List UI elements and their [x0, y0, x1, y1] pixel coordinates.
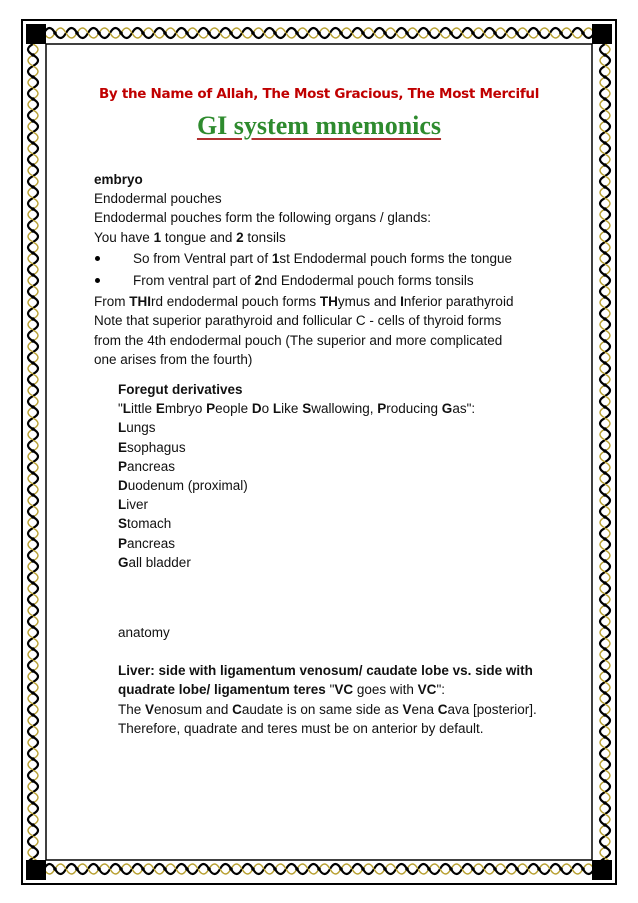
- foregut-section: [118, 380, 475, 572]
- foregut-mnemonic: "Little Embryo People Do Like Swallowing, Producing Gas":: [118, 401, 476, 417]
- foregut-list-item: Gall bladder: [118, 554, 191, 570]
- foregut-heading: Foregut derivatives: [118, 382, 243, 397]
- foregut-list-item: Esophagus: [118, 439, 186, 455]
- foregut-list-item: Liver: [118, 497, 149, 513]
- foregut-list-item: Pancreas: [118, 535, 176, 551]
- page-title: GI system mnemonics: [196, 111, 442, 140]
- venosum-line: The Venosum and Caudate is on same side as Vena Cava [posterior].: [118, 701, 537, 717]
- foregut-list-item: Duodenum (proximal): [118, 478, 248, 494]
- embryo-section: [94, 170, 513, 369]
- bullet-item: So from Ventral part of 1st Endodermal pouch forms the tongue: [94, 249, 513, 268]
- third-pouch-line: From THIrd endodermal pouch forms THymus and Inferior parathyroid: [94, 294, 514, 310]
- tongue-tonsil-line: You have 1 tongue and 2 tonsils: [94, 229, 286, 245]
- liver-rule-line-2: quadrate lobe/ ligamentum teres "VC goes with VC":: [118, 682, 445, 698]
- foregut-list-item: Stomach: [118, 516, 172, 532]
- note-line: Note that superior parathyroid and follicular C - cells of thyroid forms: [94, 313, 502, 329]
- embryo-heading: embryo: [94, 172, 143, 187]
- conclusion-line: Therefore, quadrate and teres must be on anterior by default.: [118, 720, 484, 736]
- note-line: from the 4th endodermal pouch (The superior and more complicated: [94, 332, 503, 348]
- note-line: one arises from the fourth): [94, 351, 253, 367]
- anatomy-heading: anatomy: [118, 625, 170, 640]
- liver-rule-line: Liver: side with ligamentum venosum/ caudate lobe vs. side with: [118, 663, 533, 679]
- basmala-heading: By the Name of Allah, The Most Gracious, The Most Merciful: [98, 86, 540, 102]
- foregut-list-item: Lungs: [118, 420, 156, 436]
- embryo-line: Endodermal pouches form the following organs / glands:: [94, 210, 431, 226]
- foregut-list: [118, 418, 475, 572]
- embryo-line: Endodermal pouches: [94, 191, 222, 207]
- bullet-item: From ventral part of 2nd Endodermal pouch forms tonsils: [94, 271, 513, 290]
- foregut-list-item: Pancreas: [118, 458, 176, 474]
- anatomy-section: [118, 623, 537, 738]
